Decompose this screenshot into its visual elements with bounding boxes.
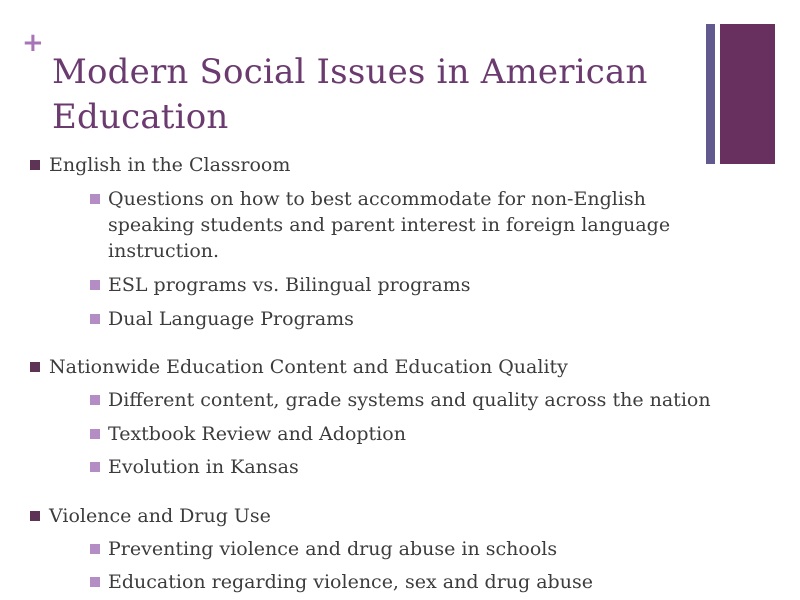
bullet-nationwide-content-quality: Nationwide Education Content and Education Quality (49, 356, 568, 378)
sub-bullet-preventing-violence: Preventing violence and drug abuse in schools (108, 538, 558, 560)
slide-title: Modern Social Issues in American Education (52, 52, 648, 137)
sub-bullet-esl-vs-bilingual: ESL programs vs. Bilingual programs (108, 274, 471, 296)
sub-bullet-textbook-review: Textbook Review and Adoption (108, 423, 406, 445)
bullet-violence-drug-use: Violence and Drug Use (49, 505, 271, 527)
sub-bullet-dual-language: Dual Language Programs (108, 308, 354, 330)
sub-bullet-education-regarding: Education regarding violence, sex and drug abuse (108, 571, 593, 593)
sub-bullet-different-content: Different content, grade systems and quality across the nation (108, 389, 711, 411)
plus-icon: + (22, 28, 44, 58)
bullet-english-in-classroom: English in the Classroom (49, 154, 291, 176)
sub-bullet-accommodate-non-english: Questions on how to best accommodate for non-English speaking students and parent interest in foreign language instruction. (108, 186, 718, 264)
sub-bullet-evolution-kansas: Evolution in Kansas (108, 456, 299, 478)
